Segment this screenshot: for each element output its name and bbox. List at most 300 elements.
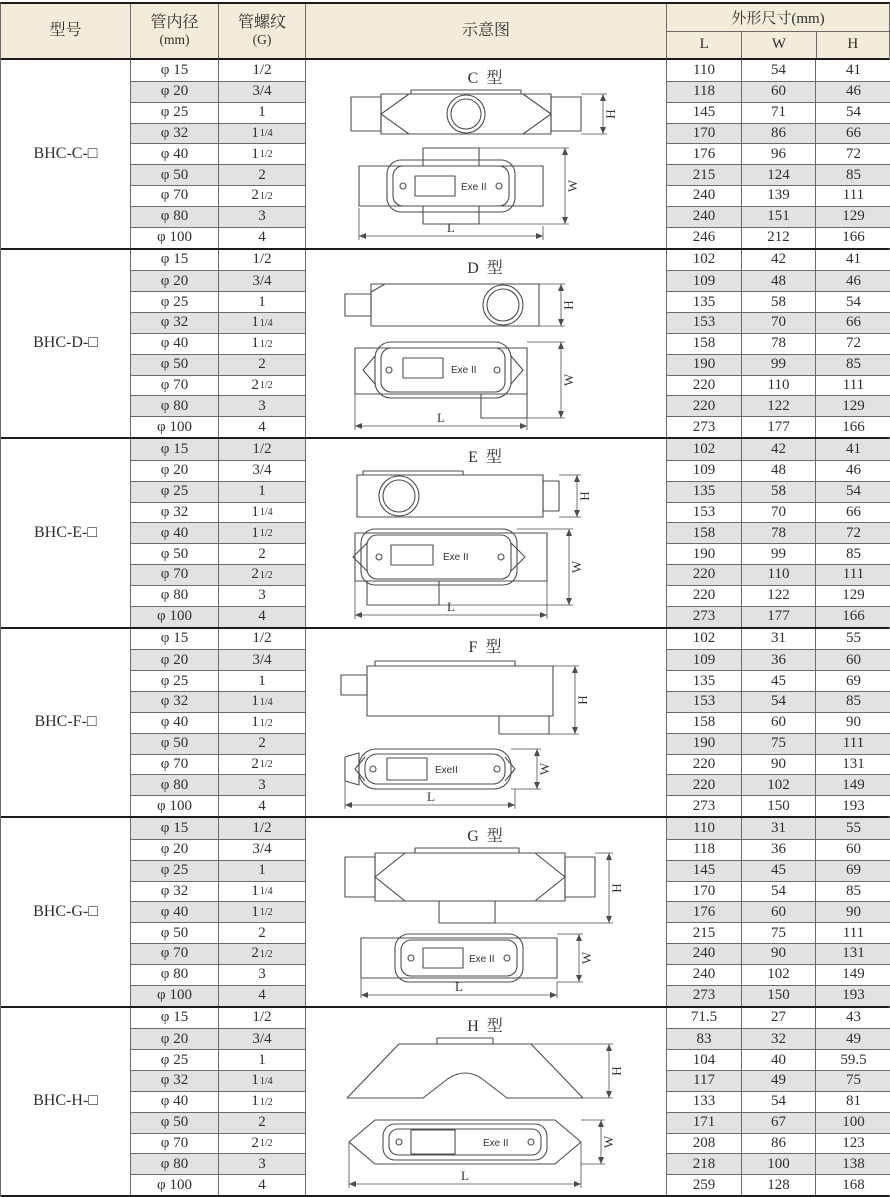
thread-fraction: 1/2	[259, 528, 273, 540]
thread-cell: 2 1/2	[219, 375, 306, 396]
dim-w-cell: 122	[742, 395, 816, 416]
dim-w-cell: 96	[742, 143, 816, 164]
dim-w-label: W	[569, 560, 584, 574]
dim-l-cell: 102	[667, 629, 742, 650]
thread-cell: 2	[219, 354, 306, 375]
thread-cell: 3	[219, 774, 306, 795]
model-name: BHC-H-□	[1, 1008, 131, 1196]
pipe-diameter-cell: φ 80	[131, 774, 219, 795]
dim-l-cell: 158	[667, 333, 742, 354]
pipe-diameter-cell: φ 50	[131, 354, 219, 375]
dim-h-cell: 60	[816, 839, 890, 860]
dim-w-cell: 128	[742, 1174, 816, 1195]
dim-h-cell: 166	[816, 227, 890, 248]
dim-l-cell: 118	[667, 81, 742, 102]
dim-h-cell: 41	[816, 439, 890, 460]
diagram-cell-g	[306, 818, 667, 1006]
dim-w-cell: 31	[742, 629, 816, 650]
dim-w-cell: 151	[742, 206, 816, 227]
thread-fraction: 1/4	[259, 128, 273, 140]
section-bhc-g	[1, 818, 889, 1008]
model-name: BHC-E-□	[1, 439, 131, 627]
pipe-diameter-cell: φ 25	[131, 1049, 219, 1070]
pipe-diameter-cell: φ 32	[131, 691, 219, 712]
thread-cell: 1	[219, 860, 306, 881]
dim-l-label: L	[447, 220, 455, 235]
header-thread-unit: (G)	[252, 32, 272, 48]
dim-l-cell: 218	[667, 1153, 742, 1174]
dim-h-cell: 43	[816, 1008, 890, 1029]
thread-fraction: 1/2	[259, 717, 273, 729]
pipe-diameter-cell: φ 32	[131, 881, 219, 902]
dim-l-cell: 240	[667, 185, 742, 206]
dim-h-label: H	[577, 491, 592, 501]
header-thread-label: 管螺纹	[237, 14, 286, 32]
pipe-diameter-cell: φ 20	[131, 270, 219, 291]
model-name: BHC-C-□	[1, 60, 131, 248]
dim-h-cell: 193	[816, 985, 890, 1006]
dim-h-cell: 131	[816, 754, 890, 775]
header-dimension-columns	[667, 32, 889, 59]
header-inner-diameter-label: 管内径	[150, 14, 199, 32]
pipe-diameter-cell: φ 50	[131, 164, 219, 185]
pipe-diameter-cell: φ 100	[131, 227, 219, 248]
dim-l-cell: 220	[667, 774, 742, 795]
header-diagram-label: 示意图	[461, 21, 510, 39]
thread-cell: 3	[219, 206, 306, 227]
thread-cell: 4	[219, 606, 306, 627]
thread-cell: 1 1/4	[219, 123, 306, 144]
dim-l-cell: 153	[667, 691, 742, 712]
dim-h-cell: 54	[816, 481, 890, 502]
dim-l-cell: 246	[667, 227, 742, 248]
dim-l-label: L	[427, 788, 435, 804]
dim-h-cell: 90	[816, 901, 890, 922]
dim-l-cell: 104	[667, 1049, 742, 1070]
dim-h-cell: 85	[816, 543, 890, 564]
dim-h-cell: 66	[816, 502, 890, 523]
dim-l-cell: 215	[667, 922, 742, 943]
thread-cell: 1	[219, 481, 306, 502]
diagram-title-d: D 型	[467, 259, 505, 277]
dim-h-cell: 46	[816, 460, 890, 481]
exe-marking: Exe II	[461, 182, 487, 193]
pipe-diameter-cell: φ 20	[131, 649, 219, 670]
dim-h-label: H	[561, 299, 576, 310]
dim-w-cell: 54	[742, 1091, 816, 1112]
dim-l-cell: 176	[667, 901, 742, 922]
dim-l-cell: 153	[667, 502, 742, 523]
g-type-diagram-icon	[311, 846, 661, 1004]
dim-l-cell: 259	[667, 1174, 742, 1195]
dim-h-cell: 129	[816, 206, 890, 227]
dim-h-cell: 46	[816, 270, 890, 291]
thread-cell: 1/2	[219, 629, 306, 650]
pipe-diameter-cell: φ 80	[131, 206, 219, 227]
pipe-diameter-cell: φ 20	[131, 839, 219, 860]
dim-h-cell: 100	[816, 1112, 890, 1133]
thread-cell: 1/2	[219, 818, 306, 839]
dim-l-cell: 109	[667, 460, 742, 481]
dim-w-cell: 177	[742, 606, 816, 627]
thread-fraction: 1/2	[259, 907, 273, 919]
dim-l-cell: 133	[667, 1091, 742, 1112]
pipe-diameter-cell: φ 25	[131, 481, 219, 502]
f-type-diagram-icon	[311, 657, 661, 815]
thread-cell: 1	[219, 291, 306, 312]
pipe-diameter-cell: φ 32	[131, 123, 219, 144]
pipe-diameter-cell: φ 32	[131, 1070, 219, 1091]
dim-w-cell: 45	[742, 670, 816, 691]
dim-h-cell: 193	[816, 795, 890, 816]
pipe-diameter-cell: φ 50	[131, 922, 219, 943]
pipe-diameter-cell: φ 15	[131, 1008, 219, 1029]
dim-w-cell: 122	[742, 585, 816, 606]
header-inner-diameter-unit: (mm)	[159, 32, 190, 48]
dim-l-cell: 83	[667, 1028, 742, 1049]
dim-w-cell: 90	[742, 943, 816, 964]
dim-l-cell: 240	[667, 964, 742, 985]
c-type-diagram-icon	[311, 88, 661, 246]
diagram-title-g: G 型	[467, 828, 505, 845]
thread-cell: 1 1/4	[219, 691, 306, 712]
dim-l-cell: 153	[667, 312, 742, 333]
thread-fraction: 1/2	[259, 569, 273, 581]
dim-w-cell: 54	[742, 60, 816, 81]
dim-l-cell: 102	[667, 439, 742, 460]
thread-fraction: 1/4	[259, 317, 273, 329]
exe-marking: ExeII	[435, 764, 458, 776]
pipe-diameter-cell: φ 40	[131, 143, 219, 164]
section-bhc-f	[1, 629, 889, 819]
dim-h-cell: 72	[816, 522, 890, 543]
thread-cell: 2	[219, 733, 306, 754]
pipe-diameter-cell: φ 50	[131, 1112, 219, 1133]
thread-cell: 3/4	[219, 1028, 306, 1049]
section-bhc-e	[1, 439, 889, 629]
dim-h-cell: 75	[816, 1070, 890, 1091]
pipe-diameter-cell: φ 70	[131, 185, 219, 206]
dim-l-cell: 109	[667, 270, 742, 291]
dim-w-cell: 78	[742, 522, 816, 543]
dim-w-cell: 90	[742, 754, 816, 775]
dim-h-cell: 85	[816, 164, 890, 185]
exe-marking: Exe II	[443, 552, 469, 563]
dim-w-cell: 70	[742, 502, 816, 523]
thread-cell: 3	[219, 964, 306, 985]
dim-w-cell: 124	[742, 164, 816, 185]
dim-w-label: W	[537, 762, 552, 775]
pipe-diameter-cell: φ 70	[131, 943, 219, 964]
dim-h-label: H	[575, 694, 590, 705]
pipe-diameter-cell: φ 20	[131, 81, 219, 102]
dim-h-cell: 111	[816, 564, 890, 585]
table-header	[1, 4, 889, 60]
pipe-diameter-cell: φ 40	[131, 1091, 219, 1112]
dim-h-cell: 72	[816, 143, 890, 164]
pipe-diameter-cell: φ 50	[131, 543, 219, 564]
dim-h-cell: 41	[816, 60, 890, 81]
dim-h-cell: 41	[816, 250, 890, 271]
pipe-diameter-cell: φ 50	[131, 733, 219, 754]
dim-l-cell: 273	[667, 985, 742, 1006]
dim-l-label: L	[461, 1167, 469, 1183]
pipe-diameter-cell: φ 32	[131, 502, 219, 523]
dim-w-cell: 36	[742, 839, 816, 860]
thread-cell: 3	[219, 585, 306, 606]
thread-fraction: 1/4	[259, 886, 273, 898]
dim-w-cell: 75	[742, 733, 816, 754]
pipe-diameter-cell: φ 100	[131, 985, 219, 1006]
dim-w-cell: 150	[742, 795, 816, 816]
section-bhc-c	[1, 60, 889, 250]
thread-cell: 2	[219, 164, 306, 185]
pipe-diameter-cell: φ 40	[131, 522, 219, 543]
dim-h-cell: 85	[816, 354, 890, 375]
thread-cell: 1 1/2	[219, 712, 306, 733]
dim-h-cell: 111	[816, 733, 890, 754]
dim-h-label: H	[609, 883, 624, 893]
dim-w-cell: 49	[742, 1070, 816, 1091]
pipe-diameter-cell: φ 25	[131, 860, 219, 881]
header-model	[1, 4, 131, 58]
exe-marking: Exe II	[469, 954, 495, 965]
dim-l-cell: 190	[667, 354, 742, 375]
dim-l-cell: 117	[667, 1070, 742, 1091]
dim-w-cell: 139	[742, 185, 816, 206]
thread-fraction: 1/2	[259, 338, 273, 350]
diagram-title-c: C 型	[467, 70, 505, 87]
dim-l-cell: 135	[667, 670, 742, 691]
thread-fraction: 1/2	[259, 1096, 273, 1108]
header-dimensions-group	[667, 4, 889, 58]
dim-l-label: L	[455, 979, 463, 994]
thread-fraction: 1/4	[259, 507, 273, 519]
dim-w-cell: 99	[742, 354, 816, 375]
dim-h-cell: 49	[816, 1028, 890, 1049]
dim-l-cell: 135	[667, 291, 742, 312]
thread-cell: 4	[219, 227, 306, 248]
dim-w-label: W	[565, 179, 580, 193]
thread-cell: 2 1/2	[219, 754, 306, 775]
thread-cell: 1 1/2	[219, 1091, 306, 1112]
thread-cell: 2 1/2	[219, 564, 306, 585]
dim-w-cell: 102	[742, 774, 816, 795]
dim-w-cell: 60	[742, 901, 816, 922]
thread-cell: 1	[219, 670, 306, 691]
thread-cell: 1/2	[219, 60, 306, 81]
thread-cell: 2	[219, 1112, 306, 1133]
dim-w-cell: 75	[742, 922, 816, 943]
pipe-diameter-cell: φ 40	[131, 333, 219, 354]
dim-l-cell: 240	[667, 943, 742, 964]
dim-l-cell: 176	[667, 143, 742, 164]
dim-h-cell: 85	[816, 881, 890, 902]
thread-cell: 3/4	[219, 81, 306, 102]
dim-w-cell: 110	[742, 375, 816, 396]
dim-h-cell: 111	[816, 185, 890, 206]
pipe-diameter-cell: φ 15	[131, 250, 219, 271]
dim-l-cell: 220	[667, 585, 742, 606]
exe-marking: Exe II	[483, 1137, 509, 1149]
dim-h-label: H	[609, 1065, 624, 1076]
dim-h-cell: 66	[816, 123, 890, 144]
dim-w-cell: 177	[742, 416, 816, 437]
pipe-diameter-cell: φ 80	[131, 1153, 219, 1174]
thread-cell: 1 1/4	[219, 312, 306, 333]
dim-l-cell: 220	[667, 754, 742, 775]
dim-h-cell: 111	[816, 375, 890, 396]
diagram-cell-h	[306, 1008, 667, 1196]
dim-h-cell: 54	[816, 102, 890, 123]
thread-cell: 2 1/2	[219, 1133, 306, 1154]
dim-l-cell: 145	[667, 860, 742, 881]
dim-w-cell: 32	[742, 1028, 816, 1049]
diagram-cell-e	[306, 439, 667, 627]
dim-h-cell: 166	[816, 416, 890, 437]
dim-w-cell: 150	[742, 985, 816, 1006]
thread-cell: 4	[219, 795, 306, 816]
dim-w-cell: 48	[742, 460, 816, 481]
dim-w-cell: 45	[742, 860, 816, 881]
diagram-cell-f	[306, 629, 667, 817]
pipe-diameter-cell: φ 15	[131, 629, 219, 650]
thread-cell: 1 1/2	[219, 143, 306, 164]
dim-l-cell: 273	[667, 606, 742, 627]
header-dimensions-label: 外形尺寸(mm)	[667, 4, 889, 32]
dim-h-cell: 111	[816, 922, 890, 943]
dim-l-cell: 220	[667, 375, 742, 396]
thread-cell: 1 1/4	[219, 1070, 306, 1091]
h-type-diagram-icon	[311, 1036, 661, 1194]
thread-cell: 4	[219, 416, 306, 437]
diagram-cell-d	[306, 250, 667, 438]
thread-cell: 3/4	[219, 839, 306, 860]
spec-table	[0, 2, 890, 1197]
pipe-diameter-cell: φ 100	[131, 795, 219, 816]
thread-cell: 1	[219, 1049, 306, 1070]
thread-fraction: 1/4	[259, 696, 273, 708]
pipe-diameter-cell: φ 15	[131, 439, 219, 460]
header-diagram	[306, 4, 667, 58]
dim-h-cell: 46	[816, 81, 890, 102]
dim-w-cell: 42	[742, 250, 816, 271]
dim-h-cell: 149	[816, 774, 890, 795]
dim-h-label: H	[603, 109, 618, 119]
dim-w-cell: 27	[742, 1008, 816, 1029]
dim-w-cell: 58	[742, 481, 816, 502]
dim-l-cell: 208	[667, 1133, 742, 1154]
thread-cell: 2	[219, 543, 306, 564]
diagram-title-f: F 型	[468, 638, 504, 656]
pipe-diameter-cell: φ 100	[131, 416, 219, 437]
header-dim-l: L	[667, 32, 742, 59]
dim-w-cell: 78	[742, 333, 816, 354]
thread-cell: 1 1/2	[219, 333, 306, 354]
thread-cell: 2 1/2	[219, 185, 306, 206]
thread-cell: 3/4	[219, 270, 306, 291]
thread-cell: 3	[219, 395, 306, 416]
header-dim-h: H	[847, 36, 859, 53]
dim-h-cell: 69	[816, 670, 890, 691]
dim-l-cell: 273	[667, 795, 742, 816]
pipe-diameter-cell: φ 80	[131, 585, 219, 606]
thread-cell: 3/4	[219, 460, 306, 481]
dim-w-label: W	[561, 373, 576, 386]
thread-fraction: 1/2	[259, 380, 273, 392]
dim-h-cell: 85	[816, 691, 890, 712]
thread-cell: 3/4	[219, 649, 306, 670]
dim-h-cell: 138	[816, 1153, 890, 1174]
model-name: BHC-G-□	[1, 818, 131, 1006]
diagram-title-h: H 型	[467, 1017, 505, 1035]
thread-fraction: 1/4	[259, 1075, 273, 1087]
dim-l-cell: 158	[667, 522, 742, 543]
thread-cell: 4	[219, 985, 306, 1006]
dim-w-cell: 110	[742, 564, 816, 585]
e-type-diagram-icon	[311, 467, 661, 625]
dim-h-cell: 129	[816, 585, 890, 606]
exe-marking: Exe II	[451, 364, 477, 376]
diagram-cell-c	[306, 60, 667, 248]
thread-cell: 1/2	[219, 1008, 306, 1029]
thread-fraction: 1/2	[259, 149, 273, 161]
pipe-diameter-cell: φ 40	[131, 901, 219, 922]
dim-l-cell: 220	[667, 564, 742, 585]
header-dim-w: W	[742, 32, 816, 59]
dim-h-cell: 131	[816, 943, 890, 964]
dim-l-cell: 170	[667, 881, 742, 902]
dim-w-cell: 86	[742, 1133, 816, 1154]
thread-cell: 1 1/4	[219, 881, 306, 902]
dim-l-cell: 102	[667, 250, 742, 271]
dim-h-cell: 69	[816, 860, 890, 881]
dim-w-cell: 67	[742, 1112, 816, 1133]
thread-cell: 1/2	[219, 250, 306, 271]
pipe-diameter-cell: φ 15	[131, 60, 219, 81]
dim-l-cell: 135	[667, 481, 742, 502]
dim-l-cell: 190	[667, 543, 742, 564]
dim-w-cell: 99	[742, 543, 816, 564]
dim-w-cell: 54	[742, 691, 816, 712]
dim-l-cell: 220	[667, 395, 742, 416]
dim-l-cell: 118	[667, 839, 742, 860]
dim-w-cell: 60	[742, 81, 816, 102]
thread-cell: 3	[219, 1153, 306, 1174]
model-name: BHC-D-□	[1, 250, 131, 438]
dim-h-cell: 59.5	[816, 1049, 890, 1070]
dim-w-cell: 42	[742, 439, 816, 460]
dim-w-cell: 36	[742, 649, 816, 670]
diagram-title-e: E 型	[468, 449, 504, 466]
dim-w-cell: 31	[742, 818, 816, 839]
dim-l-cell: 240	[667, 206, 742, 227]
dim-h-cell: 60	[816, 649, 890, 670]
pipe-diameter-cell: φ 70	[131, 1133, 219, 1154]
dim-w-cell: 86	[742, 123, 816, 144]
dim-l-label: L	[437, 409, 445, 425]
thread-fraction: 1/2	[259, 759, 273, 771]
thread-cell: 1	[219, 102, 306, 123]
dim-l-cell: 158	[667, 712, 742, 733]
header-thread	[219, 4, 306, 58]
dim-l-cell: 273	[667, 416, 742, 437]
thread-cell: 4	[219, 1174, 306, 1195]
pipe-diameter-cell: φ 40	[131, 712, 219, 733]
dim-l-cell: 215	[667, 164, 742, 185]
dim-w-label: W	[579, 951, 594, 965]
thread-cell: 2	[219, 922, 306, 943]
